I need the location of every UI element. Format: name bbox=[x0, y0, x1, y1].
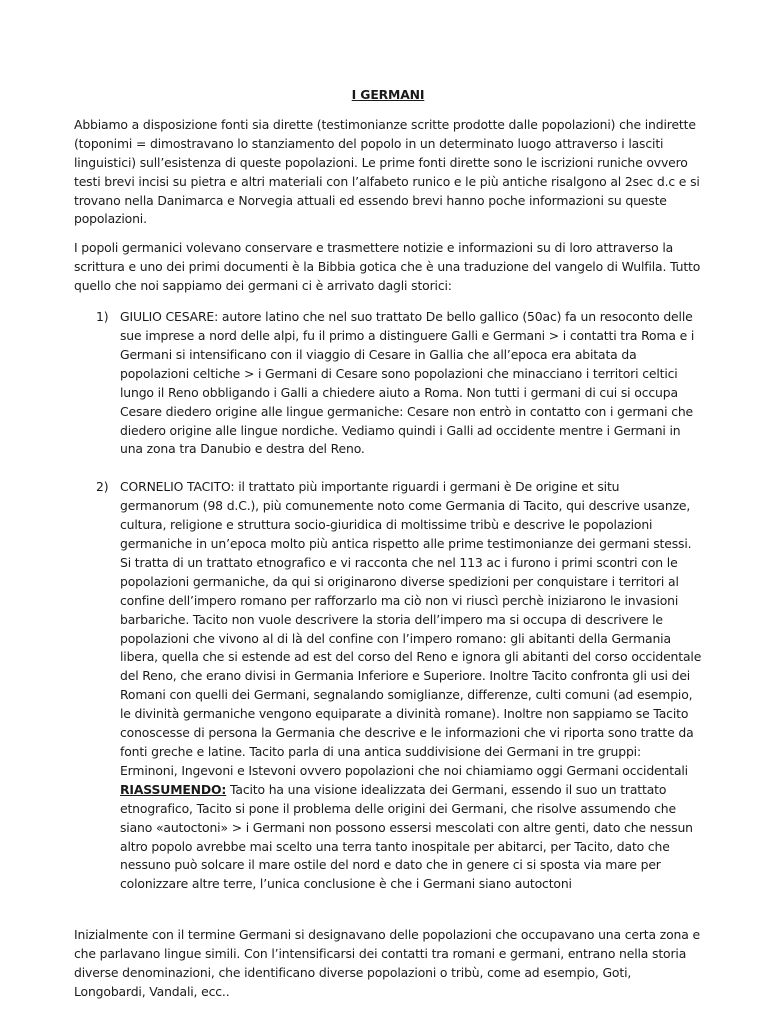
list-item-number: 1) bbox=[96, 309, 109, 325]
list-item-tacito bbox=[74, 478, 702, 894]
summary-block bbox=[120, 781, 702, 894]
summary-label: RIASSUMENDO: bbox=[120, 781, 227, 797]
list-item-text: CORNELIO TACITO: il trattato più importante riguardi i germani è De origine et situ germanorum (98 d.C.), più comunemente noto come Germania di Tacito, qui descrive usanze, cultura, religione e struttura socio-giuridica di moltissime tribù e descrive le popolazioni germaniche in un’epoca molto più antica rispetto alle prime testimonianze dei germani stessi. Si tratta di un trattato etnografico e vi racconta che nel 113 ac i furono i primi scontri con le popolazioni germaniche, da qui si originarono diverse spedizioni per conquistare i territori al confine dell’impero romano per rafforzarlo ma ciò non vi riuscì perchè iniziarono le invasioni barbariche. Tacito non vuole descrivere la storia dell’impero ma si occupa di descrivere le popolazioni che vivono al di là del confine con l’impero romano: gli abitanti della Germania libera, quella che si estende ad est del corso del Reno e ignora gli abitanti del corso occidentale del Reno, che erano divisi in Germania Inferiore e Superiore. Inoltre Tacito confronta gli usi dei Romani con quelli dei Germani, segnalando somiglianze, differenze, culti comuni (ad esempio, le divinità germaniche vengono equiparate a divinità romane). Inoltre non sappiamo se Tacito conoscesse di persona la Germania che descrive e le informazioni che vi riporta sono tratte da fonti greche e latine. Tacito parla di una antica suddivisione dei Germani in tre gruppi: Erminoni, Ingevoni e Istevoni ovvero popolazioni che noi chiamiamo oggi Germani occidentali bbox=[120, 479, 702, 778]
document-title: I GERMANI bbox=[351, 87, 425, 102]
intro-paragraph-2: I popoli germanici volevano conservare e trasmettere notizie e informazioni su di loro attraverso la scrittura e uno dei primi documenti è la Bibbia gotica che è una traduzione del vangelo di Wulfila. Tutto quello che noi sappiamo dei germani ci è arrivato dagli storici: bbox=[74, 240, 701, 294]
list-item-cesare bbox=[74, 308, 702, 459]
closing-paragraph: Inizialmente con il termine Germani si designavano delle popolazioni che occupavano una certa zona e che parlavano lingue simili. Con l’intensificarsi dei contatti tra romani e germani, entrano nella storia diverse denominazioni, che identificano diverse popolazioni o tribù, come ad esempio, Goti, Longobardi, Vandali, ecc.. bbox=[74, 927, 700, 999]
historians-list bbox=[74, 308, 702, 894]
list-item-text: GIULIO CESARE: autore latino che nel suo trattato De bello gallico (50ac) fa un resoconto delle sue imprese a nord delle alpi, fu il primo a distinguere Galli e Germani > i contatti tra Roma e i Germani si intensificano con il viaggio di Cesare in Gallia che all’epoca era abitata da popolazioni celtiche > i Germani di Cesare sono popolazioni che minacciano i territori celtici lungo il Reno obbligando i Galli a chiedere aiuto a Roma. Non tutti i germani di cui si occupa Cesare diedero origine alle lingue germaniche: Cesare non entrò in contatto con i germani che diedero origine alle lingue nordiche. Vediamo quindi i Galli ad occidente mentre i Germani in una zona tra Danubio e destra del Reno. bbox=[120, 309, 695, 457]
document-page bbox=[74, 86, 702, 1002]
summary-text: Tacito ha una visione idealizzata dei Germani, essendo il suo un trattato etnografico, Tacito si pone il problema delle origini dei Germani, che risolve assumendo che siano «autoctoni» > i Germani non possono essersi mescolati con altre genti, dato che nessun altro popolo avrebbe mai scelto una terra tanto inospitale per abitarci, per Tacito, dato che nessuno può solcare il mare ostile del nord e dato che in genere ci si sposta via mare per colonizzare altre terre, l’unica conclusione è che i Germani siano autoctoni bbox=[120, 781, 693, 892]
intro-paragraph-1: Abbiamo a disposizione fonti sia dirette (testimonianze scritte prodotte dalle popolazioni) che indirette (toponimi = dimostravano lo stanziamento del popolo in un determinato luogo attraverso i lasciti linguistici) sull’esistenza di queste popolazioni. Le prime fonti dirette sono le iscrizioni runiche ovvero testi brevi incisi su pietra e altri materiali con l’alfabeto runico e le più antiche risalgono al 2sec d.c e si trovano nella Danimarca e Norvegia attuali ed essendo brevi hanno poche informazioni su queste popolazioni. bbox=[74, 116, 700, 227]
list-item-number: 2) bbox=[96, 479, 109, 495]
